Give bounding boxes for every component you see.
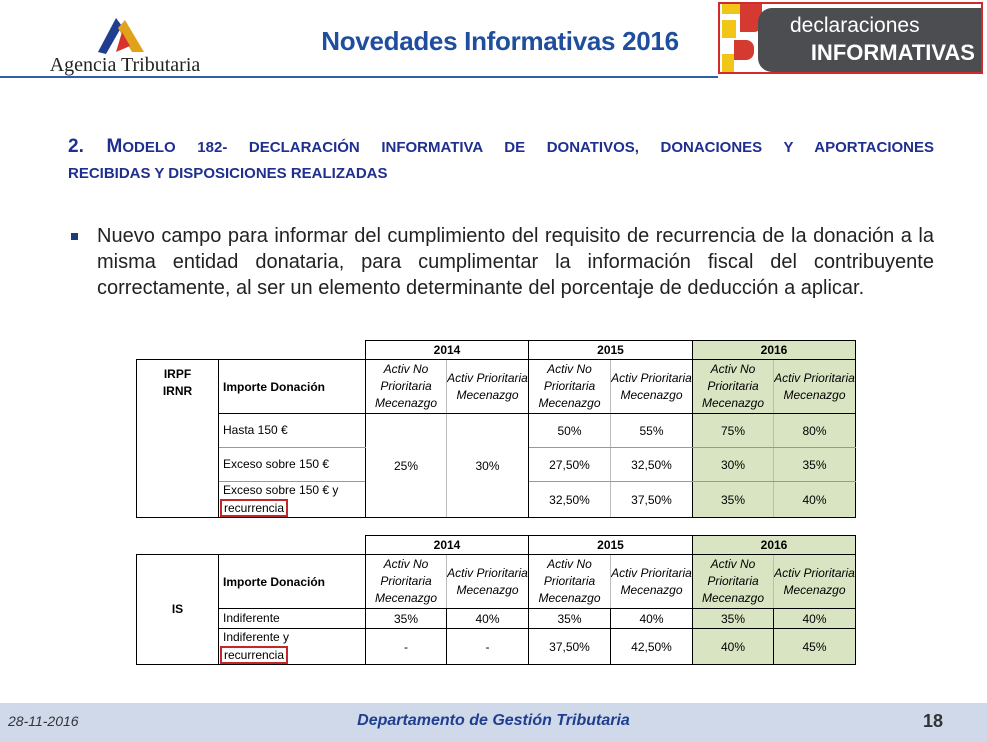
agencia-tributaria-logo [30, 8, 220, 78]
value-cell: - [447, 629, 529, 665]
declaraciones-informativas-banner [718, 2, 983, 74]
year-2014: 2014 [366, 536, 529, 555]
col-header: Activ No Prioritaria Mecenazgo [529, 360, 611, 414]
value-cell: 32,50% [529, 482, 611, 518]
value-cell: 35% [774, 448, 856, 482]
value-cell: 40% [447, 609, 529, 629]
value-2014-np: 25% [366, 414, 447, 518]
col-header: Activ No Prioritaria Mecenazgo [693, 555, 774, 609]
column-header-row [137, 360, 856, 414]
col-header: Activ Prioritaria Mecenazgo [447, 360, 529, 414]
irpf-rates-table [136, 340, 856, 518]
importe-label: Importe Donación [219, 360, 366, 414]
value-cell: 40% [774, 482, 856, 518]
year-2016: 2016 [693, 536, 856, 555]
bullet-marker-icon [71, 233, 78, 240]
bullet-paragraph: Nuevo campo para informar del cumplimiento del requisito de recurrencia de la donación a la misma entidad donataria, para cumplimentar la información fiscal del contribuyente correctamente, al ser un elemento determinante del porcentaje de deducción a aplicar. [97, 225, 934, 299]
row-label-line1: Indiferente y [223, 630, 290, 644]
value-cell: 40% [774, 609, 856, 629]
table-row [137, 629, 856, 665]
column-header-row [137, 555, 856, 609]
col-header: Activ Prioritaria Mecenazgo [447, 555, 529, 609]
header-divider [0, 76, 718, 78]
row-label [219, 629, 366, 665]
group-label-is: IS [137, 555, 219, 665]
year-2015: 2015 [529, 536, 693, 555]
row-label-line1: Exceso sobre 150 € y [223, 483, 339, 497]
value-cell: 32,50% [611, 448, 693, 482]
brand-square-yellow [722, 4, 740, 14]
importe-label: Importe Donación [219, 555, 366, 609]
value-cell: 27,50% [529, 448, 611, 482]
value-cell: 80% [774, 414, 856, 448]
year-header-row [137, 536, 856, 555]
section-heading-line2: RECIBIDAS Y DISPOSICIONES REALIZADAS [68, 165, 388, 182]
section-model: ODELO 182- [122, 139, 249, 156]
brand-square-yellow-2 [722, 20, 736, 38]
year-2016: 2016 [693, 341, 856, 360]
col-header: Activ No Prioritaria Mecenazgo [366, 555, 447, 609]
col-header: Activ No Prioritaria Mecenazgo [529, 555, 611, 609]
value-cell: 35% [693, 609, 774, 629]
value-cell: 30% [693, 448, 774, 482]
section-line1-text: DECLARACIÓN INFORMATIVA DE DONATIVOS, DONACIONES Y APORTACIONES [248, 139, 934, 156]
value-cell: 40% [693, 629, 774, 665]
value-cell: 45% [774, 629, 856, 665]
section-number: 2. M [68, 136, 123, 157]
row-label: Indiferente [219, 609, 366, 629]
value-cell: 50% [529, 414, 611, 448]
recurrencia-highlight: recurrencia [220, 499, 288, 517]
year-2015: 2015 [529, 341, 693, 360]
value-2014-p: 30% [447, 414, 529, 518]
footer-bar [0, 703, 987, 742]
page-title: Novedades Informativas 2016 [321, 26, 679, 56]
group-label-irpf [137, 360, 219, 518]
col-header: Activ Prioritaria Mecenazgo [774, 360, 856, 414]
col-header: Activ Prioritaria Mecenazgo [611, 555, 693, 609]
value-cell: 35% [366, 609, 447, 629]
value-cell: 37,50% [611, 482, 693, 518]
col-header: Activ No Prioritaria Mecenazgo [366, 360, 447, 414]
col-header: Activ Prioritaria Mecenazgo [611, 360, 693, 414]
value-cell: 75% [693, 414, 774, 448]
section-heading [68, 134, 934, 187]
row-label [219, 482, 366, 518]
table-row [137, 609, 856, 629]
row-label: Exceso sobre 150 € [219, 448, 366, 482]
logo-text: Agencia Tributaria [49, 54, 201, 76]
col-header: Activ Prioritaria Mecenazgo [774, 555, 856, 609]
brand-line1: declaraciones [790, 14, 920, 37]
value-cell: 35% [693, 482, 774, 518]
table-row [137, 414, 856, 448]
year-2014: 2014 [366, 341, 529, 360]
value-cell: - [366, 629, 447, 665]
value-cell: 35% [529, 609, 611, 629]
footer-date: 28-11-2016 [8, 713, 79, 729]
year-header-row [137, 341, 856, 360]
value-cell: 37,50% [529, 629, 611, 665]
value-cell: 40% [611, 609, 693, 629]
value-cell: 42,50% [611, 629, 693, 665]
group-label-irpf-text: IRPF IRNR [162, 367, 193, 398]
value-cell: 55% [611, 414, 693, 448]
brand-line2: INFORMATIVAS [810, 40, 975, 65]
row-label: Hasta 150 € [219, 414, 366, 448]
is-rates-table [136, 535, 856, 665]
page-number: 18 [923, 711, 944, 731]
section-heading-line1 [68, 134, 934, 161]
logo-emblem-icon [92, 12, 154, 56]
col-header: Activ No Prioritaria Mecenazgo [693, 360, 774, 414]
recurrencia-highlight: recurrencia [220, 646, 288, 664]
footer-department: Departamento de Gestión Tributaria [357, 712, 630, 729]
